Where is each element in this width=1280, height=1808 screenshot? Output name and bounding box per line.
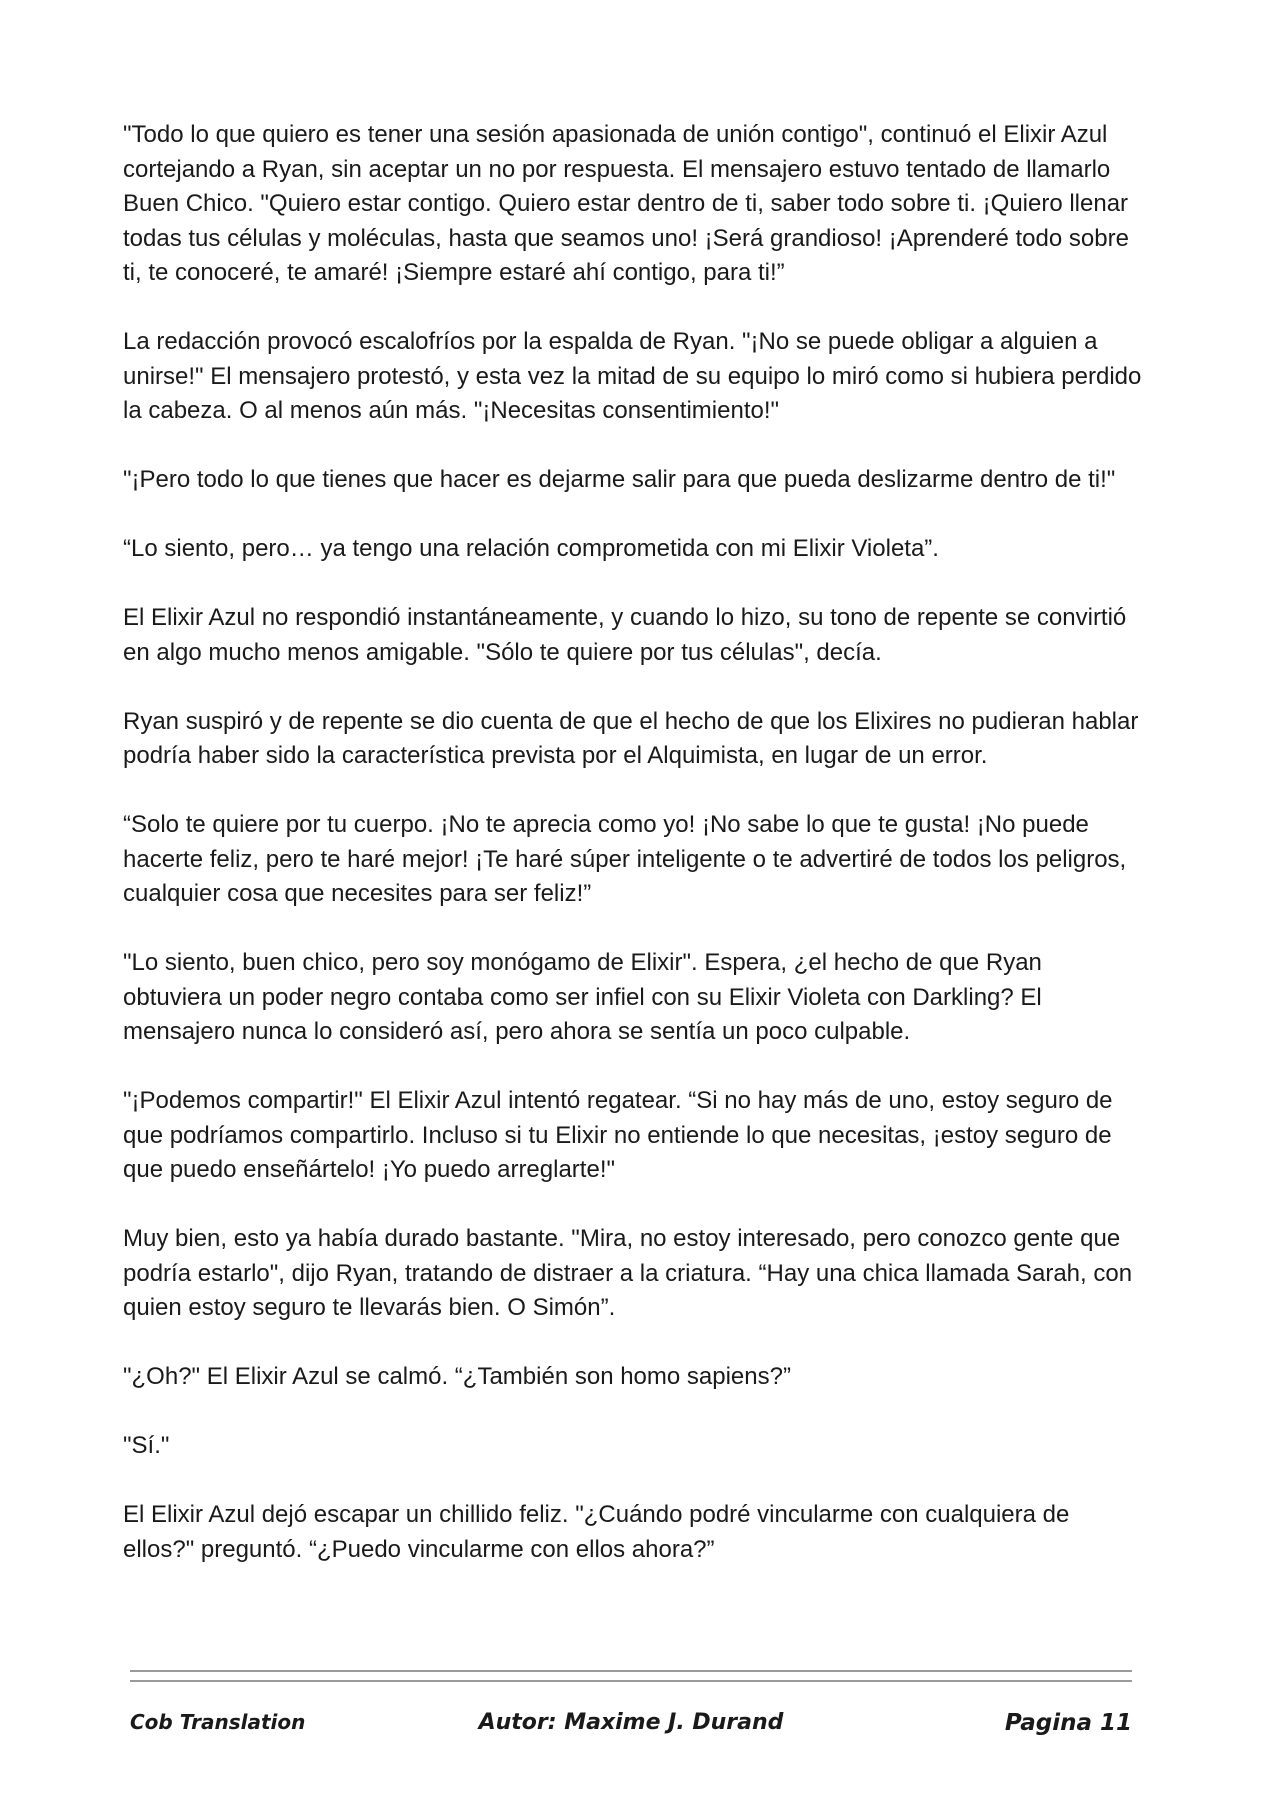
paragraph-1: "Todo lo que quiero es tener una sesión apasionada de unión contigo", continuó el Elixir Azul cortejando a Ryan, sin aceptar un no por respuesta. El mensajero estuvo tentado de llamarlo Buen Chico. "Quiero estar contigo. Quiero estar dentro de ti, saber todo sobre ti. ¡Quiero llenar todas tus células y moléculas, hasta que seamos uno! ¡Será grandioso! ¡Aprenderé todo sobre ti, te conoceré, te amaré! ¡Siempre estaré ahí contigo, para ti!” [123, 121, 1129, 286]
paragraph-12: "Sí." [123, 1432, 170, 1459]
paragraph-8: "Lo siento, buen chico, pero soy monógamo de Elixir". Espera, ¿el hecho de que Ryan obtuviera un poder negro contaba como ser infiel con su Elixir Violeta con Darkling? El mensajero nunca lo consideró así, pero ahora se sentía un poco culpable. [123, 949, 1042, 1045]
paragraph-3: "¡Pero todo lo que tienes que hacer es dejarme salir para que pueda deslizarme dentro de ti!" [123, 466, 1116, 493]
paragraph-7: “Solo te quiere por tu cuerpo. ¡No te aprecia como yo! ¡No sabe lo que te gusta! ¡No puede hacerte feliz, pero te haré mejor! ¡Te haré súper inteligente o te advertiré de todos los peligros, cualquier cosa que necesites para ser feliz!” [123, 811, 1127, 907]
footer-divider-bottom [130, 1680, 1132, 1682]
paragraph-5: El Elixir Azul no respondió instantáneamente, y cuando lo hizo, su tono de repente se convirtió en algo mucho menos amigable. "Sólo te quiere por tus células", decía. [123, 604, 1127, 666]
footer-divider-top [130, 1670, 1132, 1672]
paragraph-11: "¿Oh?" El Elixir Azul se calmó. “¿También son homo sapiens?” [123, 1363, 791, 1390]
paragraph-4: “Lo siento, pero… ya tengo una relación comprometida con mi Elixir Violeta”. [123, 535, 939, 562]
paragraph-9: "¡Podemos compartir!" El Elixir Azul intentó regatear. “Si no hay más de uno, estoy seguro de que podríamos compartirlo. Incluso si tu Elixir no entiende lo que necesitas, ¡estoy seguro de que puedo enseñártelo! ¡Yo puedo arreglarte!" [123, 1087, 1113, 1183]
paragraph-2: La redacción provocó escalofríos por la espalda de Ryan. "¡No se puede obligar a alguien a unirse!" El mensajero protestó, y esta vez la mitad de su equipo lo miró como si hubiera perdido la cabeza. O al menos aún más. "¡Necesitas consentimiento!" [123, 328, 1142, 424]
body-text [123, 118, 1143, 1602]
paragraph-13: El Elixir Azul dejó escapar un chillido feliz. "¿Cuándo podré vincularme con cualquiera de ellos?" preguntó. “¿Puedo vincularme con ellos ahora?” [123, 1501, 1070, 1563]
paragraph-6: Ryan suspiró y de repente se dio cuenta de que el hecho de que los Elixires no pudieran hablar podría haber sido la característica prevista por el Alquimista, en lugar de un error. [123, 707, 1139, 769]
footer-page-number: Pagina 11 [1004, 1710, 1132, 1736]
footer-author: Autor: Maxime J. Durand [478, 1710, 784, 1735]
paragraph-10: Muy bien, esto ya había durado bastante. "Mira, no estoy interesado, pero conozco gente que podría estarlo", dijo Ryan, tratando de distraer a la criatura. “Hay una chica llamada Sarah, con quien estoy seguro te llevarás bien. O Simón”. [123, 1225, 1133, 1321]
footer-translator: Cob Translation [130, 1710, 306, 1734]
page-footer [130, 1710, 1132, 1746]
